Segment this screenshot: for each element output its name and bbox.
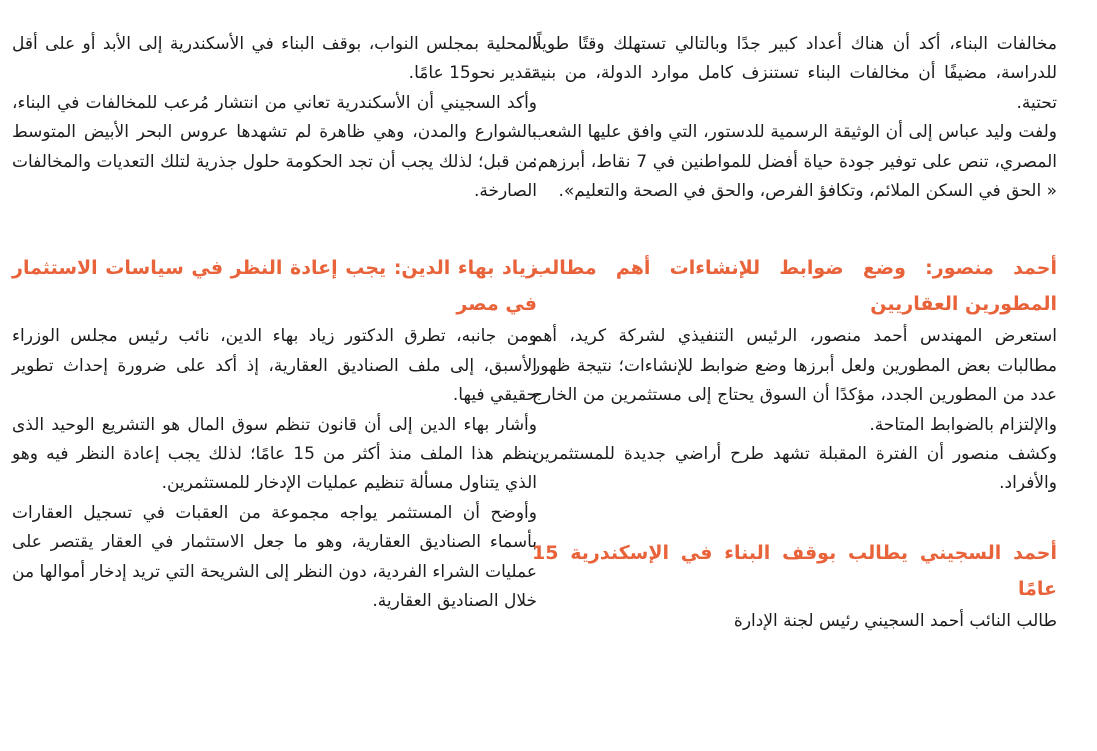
heading-ziad-bahaa-eldin: زياد بهاء الدين: يجب إعادة النظر في سياسات الاستثمار في مصر — [12, 257, 537, 316]
section-spacer — [532, 206, 1057, 250]
section-spacer — [12, 206, 537, 250]
heading-ahmed-elsegini: أحمد السجيني يطالب بوقف البناء في الإسكندرية 15 عامًا — [532, 541, 1057, 600]
right-paragraph-5: طالب النائب أحمد السجيني رئيس لجنة الإدارة — [733, 610, 1057, 631]
right-paragraph-2: ولفت وليد عباس إلى أن الوثيقة الرسمية للدستور، التي وافق عليها الشعب المصري، تنص على توفير جودة حياة أفضل للمواطنين في 7 نقاط، أبرزهم: « الحق في السكن الملائم، وتكافؤ الفرص، والحق في الصحة والتعليم». — [532, 122, 1058, 202]
right-paragraph-4: وكشف منصور أن الفترة المقبلة تشهد طرح أراضي جديدة للمستثمرين والأفراد. — [532, 444, 1057, 494]
heading-ahmed-mansour: أحمد منصور: وضع ضوابط للإنشاءات أهم مطالب المطورين العقاريين — [532, 257, 1057, 316]
right-paragraph-1: مخالفات البناء، أكد أن هناك أعداد كبير جدًا وبالتالي تستهلك وقتًا طويلًا للدراسة، مضيفًا أن مخالفات البناء تستنزف كامل موارد الدولة، من بنية تحتية. — [532, 34, 1057, 113]
left-column — [12, 30, 537, 617]
left-paragraph-1: المحلية بمجلس النواب، بوقف البناء في الأسكندرية إلى الأبد أو على أقل تقدير نحو15 عامًا. — [12, 34, 537, 84]
left-paragraph-2: وأكد السجيني أن الأسكندرية تعاني من انتشار مُرعب للمخالفات في البناء، بالشوارع والمدن، وهي ظاهرة لم تشهدها عروس البحر الأبيض المتوسط من قبل؛ لذلك يجب أن تجد الحكومة حلول جذرية لتلك التعديات والمخالفات الصارخة. — [12, 92, 537, 202]
left-paragraph-3: ومن جانبه، تطرق الدكتور زياد بهاء الدين، نائب رئيس مجلس الوزراء الأسبق، إلى ملف الصناديق العقارية، إذ أكد على ضرورة إحداث تطوير حقيقي فيها. — [12, 326, 537, 406]
section-spacer — [532, 499, 1057, 535]
left-paragraph-4: وأشار بهاء الدين إلى أن قانون تنظم سوق المال هو التشريع الوحيد الذى ينظم هذا الملف منذ أكثر من 15 عامًا؛ لذلك يجب إعادة النظر فيه وهو الذي يتناول مسألة تنظيم عمليات الإدخار للمستثمرين. — [12, 414, 537, 494]
right-column — [532, 30, 1057, 636]
right-paragraph-3: استعرض المهندس أحمد منصور، الرئيس التنفيذي لشركة كريد، أهم مطالبات بعض المطورين ولعل أبرزها وضع ضوابط للإنشاءات؛ نتيجة ظهور عدد من المطورين الجدد، مؤكدًا أن السوق يحتاج إلى مستثمرين من الخارج والإلتزام بالضوابط المتاحة. — [532, 326, 1057, 435]
left-paragraph-5: وأوضح أن المستثمر يواجه مجموعة من العقبات في تسجيل العقارات بأسماء الصناديق العقارية، وهو ما جعل الاستثمار في العقار يقتصر على عمليات الشراء الفردية، دون النظر إلى الشريحة التي تريد إدخار أموالها من خلال الصناديق العقارية. — [12, 502, 537, 612]
